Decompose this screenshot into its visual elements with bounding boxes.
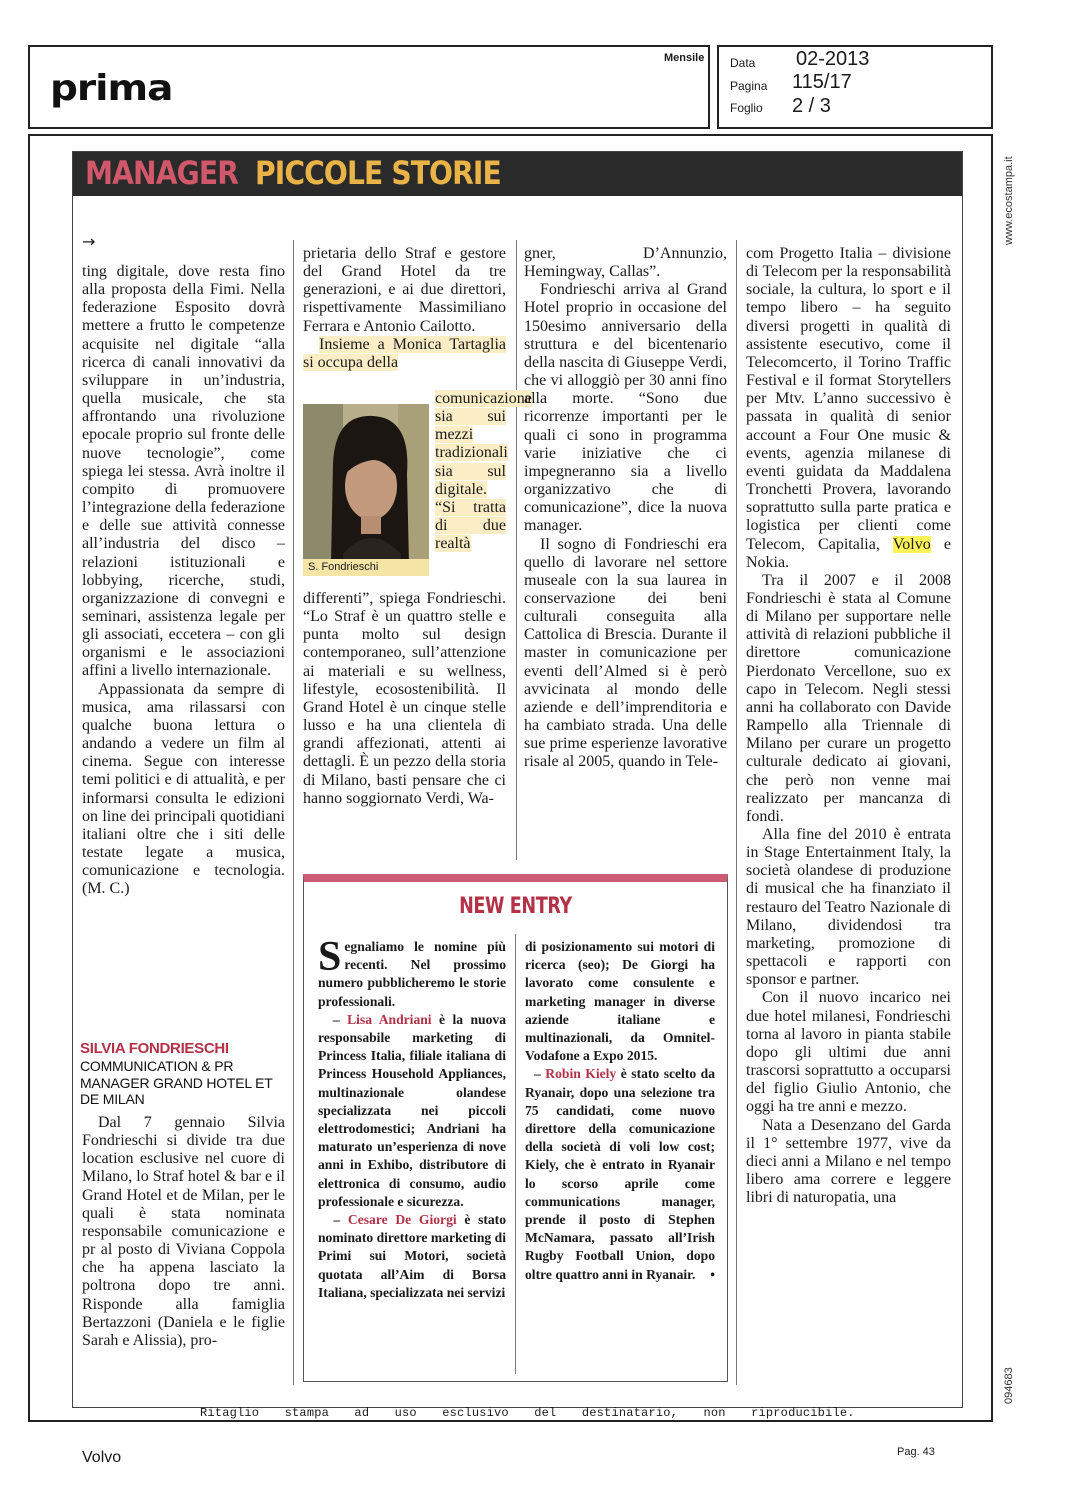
end-mark-icon: • [710,1266,715,1282]
meta-value-page: 115/17 [792,71,852,93]
article-column-2 [303,245,506,372]
person-name: Lisa Andriani [347,1011,432,1027]
column-divider [293,240,294,1385]
periodicity-label: Mensile [664,52,705,64]
column-divider [516,240,517,860]
paragraph: Dal 7 gennaio Silvia Fondrieschi si divide tra due location esclusive nel cuore di Milano, lo Straf hotel & bar e il Grand Hotel et de Milan, per le quali è stata nominata responsabile comunicazione e pr al posto di Viviana Coppola che ha appena lasciato la poltrona dopo tre anni. Risponde alla famiglia Bertazzoni (Daniela e le figlie Sarah e Alissia), pro- [82,1114,285,1349]
column-divider [515,934,516,1374]
paragraph: Tra il 2007 e il 2008 Fondrieschi è stata al Comune di Milano per supportare nelle attività di relazioni pubbliche il direttore comunicazione Pierdonato Vercellone, suo ex capo in Telecom. Negli stessi anni ha collaborato con Davide Rampello alla Triennale di Milano per curare un progetto culturale dedicato ai giovani, che però non venne mai realizzato per mancanza di fondi. [746,571,951,825]
paragraph: Nata a Desenzano del Garda il 1° settembre 1977, vive da dieci anni a Milano e nel tempo libero ama correre e leggere libri di naturopatia, una [746,1116,951,1207]
new-entry-item: – Robin Kiely è stato scelto da Ryanair, dopo una selezione tra 75 candidati, come nuovo direttore della comunicazione della società di voli low cost; Kiely, che è entrato in Ryanair lo scorso aprile come communications manager, prende il posto di Stephen McNamara, passato all’Irish Rugby Football Union, dopo oltre quattro anni in Ryanair. • [525,1065,715,1283]
clipping-disclaimer: Ritaglio stampa ad uso esclusivo del destinatario, non riproducibile. [200,1406,855,1420]
side-website: www.ecostampa.it [1003,156,1015,245]
paragraph: gner, D’Annunzio, Hemingway, Callas”. [524,245,727,281]
new-entry-intro: Segnaliamo le nomine più recenti. Nel prossimo numero pubblicheremo le storie professionali. [318,934,506,1009]
client-brand: Volvo [82,1449,122,1466]
profile-name: SILVIA FONDRIESCHI [80,1040,229,1057]
paragraph [435,390,532,553]
new-entry-item: – Lisa Andriani è la nuova responsabile marketing di Princess Italia, filiale italiana di Princess Household Appliances, multinazionale olandese specializzata nei piccoli elettrodomestici; Andriani ha maturato un’esperienza di nove anni in Exhibo, distributore di elettronica di consumo, audio professionale e sicurezza. [318,1011,507,1209]
article-column-4 [746,245,951,1207]
portrait-photo [303,404,429,576]
paragraph: differenti”, spiega Fondrieschi. “Lo Straf è un quattro stelle e punta molto sul design contemporaneo, sull’attenzione ai materiali e su wellness, lifestyle, ecosostenibilità. Il Grand Hotel è un cinque stelle lusso e ha una clientela di grandi affezionati, attenti ai dettagli. È un pezzo della storia di Milano, basti pensare che ci hanno soggiornato Verdi, Wa- [303,590,506,807]
meta-label-page: Pagina [730,79,768,93]
new-entry-item: – Cesare De Giorgi è stato nominato direttore marketing di Primi sui Motori, società quotata all’Aim di Borsa Italiana, specializzata nei servizi [318,1212,507,1300]
photo-caption: S. Fondrieschi [303,559,429,576]
new-entry-column-2 [525,938,715,1284]
article-column-1-profile [82,1114,285,1350]
new-entry-box [303,874,728,1382]
meta-value-sheet: 2 / 3 [792,95,831,117]
paragraph: Con il nuovo incarico nei due hotel milanesi, Fondrieschi torna al lavoro in pianta stabile dopo gli ultimi due anni trascorsi soprattutto a occuparsi del figlio Giulio Antonio, che oggi ha tre anni e mezzo. [746,989,951,1116]
article-column-2-wrap [435,390,532,553]
highlighted-text: Insieme a Monica Tartaglia si occupa della [303,335,506,371]
publication-logo: prima [50,67,173,110]
new-entry-column-1 [318,934,507,1302]
profile-role: COMMUNICATION & PR MANAGER GRAND HOTEL ET DE MILAN [80,1058,273,1107]
side-code: 094683 [1003,1367,1015,1404]
new-entry-item-continued: di posizionamento sui motori di ricerca (seo); De Giorgi ha lavorato come consulente e marketing manager in diverse aziende italiane e multinazionali, da Omnitel-Vodafone a Expo 2015. [525,939,715,1064]
article-column-2-bottom [303,590,506,808]
meta-value-date: 02-2013 [796,48,870,70]
paragraph: Il sogno di Fondrieschi era quello di lavorare nel settore museale con la sua laurea in conservazione dei beni culturali conseguita alla Cattolica di Brescia. Durante il master in comunicazione per eventi dell’Almed si è però avvicinata al mondo delle aziende e dell’imprenditoria e ha cambiato strada. Una delle sue prime esperienze lavorative risale al 2005, quando in Tele- [524,535,727,771]
article-column-1 [82,263,285,898]
section-banner [73,152,962,196]
paragraph [303,336,506,372]
drop-cap: S [318,934,342,980]
highlighted-brand: Volvo [892,535,931,553]
person-name: Robin Kiely [545,1066,617,1082]
person-name: Cesare De Giorgi [347,1212,457,1228]
article-column-3 [524,245,727,772]
section-title-stories: PICCOLE STORIE [255,154,501,192]
page-number: Pag. 43 [897,1446,935,1458]
section-title-manager: MANAGER [85,154,239,192]
paragraph: Fondrieschi arriva al Grand Hotel proprio in occasione del 150esimo anniversario della struttura e del bicentenario della nascita di Giuseppe Verdi, che vi alloggiò per 30 anni fino alla morte. “Sono due ricorrenze importanti per le quali ci sono in programma varie iniziative che ci impegneranno sia a livello organizzativo che di comunicazione”, dice la nuova manager. [524,281,727,535]
continuation-arrow-icon: → [82,232,96,251]
column-divider [736,240,737,1385]
meta-label-date: Data [730,56,756,70]
paragraph: ting digitale, dove resta fino alla proposta della Fimi. Nella federazione Esposito dovrà mettere a frutto le competenze acquisite nel digitale “alla ricerca di canali innovativi da sviluppare in un’industria, quella musicale, che sta affrontando una rivoluzione epocale proprio sul fronte delle nuove tecnologie”, come spiega lei stessa. Avrà inoltre il compito di promuovere l’integrazione della federazione e delle sue attività connesse all’industria del disco – relazioni istituzionali e lobbying, ricerche, studi, organizzazione di convegni e seminari, assistenza legale per gli associati, eccetera – con gli organismi e le associazioni affini a livello internazionale. [82,263,285,680]
paragraph: Alla fine del 2010 è entrata in Stage Entertainment Italy, la società olandese di produzione di musical che ha finanziato il restauro del Teatro Nazionale di Milano, dividendosi tra marketing, promozione di spettacoli e rapporti con sponsor e partner. [746,826,951,989]
paragraph: prietaria dello Straf e gestore del Grand Hotel da tre generazioni, e ai due direttori, rispettivamente Massimiliano Ferrara e Antonio Cailotto. [303,245,506,335]
meta-label-sheet: Foglio [730,101,763,115]
paragraph: com Progetto Italia – divisione di Telecom per la responsabilità sociale, la cultura, lo sport e il tempo libero – ha seguito diversi progetti in qualità di assistente esecutivo, come il Telecomcerto, il Torino Traffic Festival e il format Storytellers per Mtv. L’anno successivo è passata in qualità di senior account a Four One music & events, agenzia milanese di eventi guidata da Maddalena Tronchetti Provera, lavorando soprattutto sulla parte pratica e logistica per clienti come Telecom, Capitalia, Volvo e Nokia. [746,245,952,571]
portrait-image [303,404,429,576]
highlighted-text: comunicazione sia sui mezzi tradizionali sia sul digitale. “Si tratta di due realtà [435,390,532,553]
paragraph: Appassionata da sempre di musica, ama rilassarsi con qualche buona lettura o andando a vedere un film al cinema. Segue con interesse temi politici e di attualità, e per informarsi consulta le edizioni on line dei principali quotidiani italiani oltre che i siti delle testate legate a musica, comunicazione e tecnologia. (M. C.) [82,680,285,898]
new-entry-title: NEW ENTRY [459,894,572,919]
